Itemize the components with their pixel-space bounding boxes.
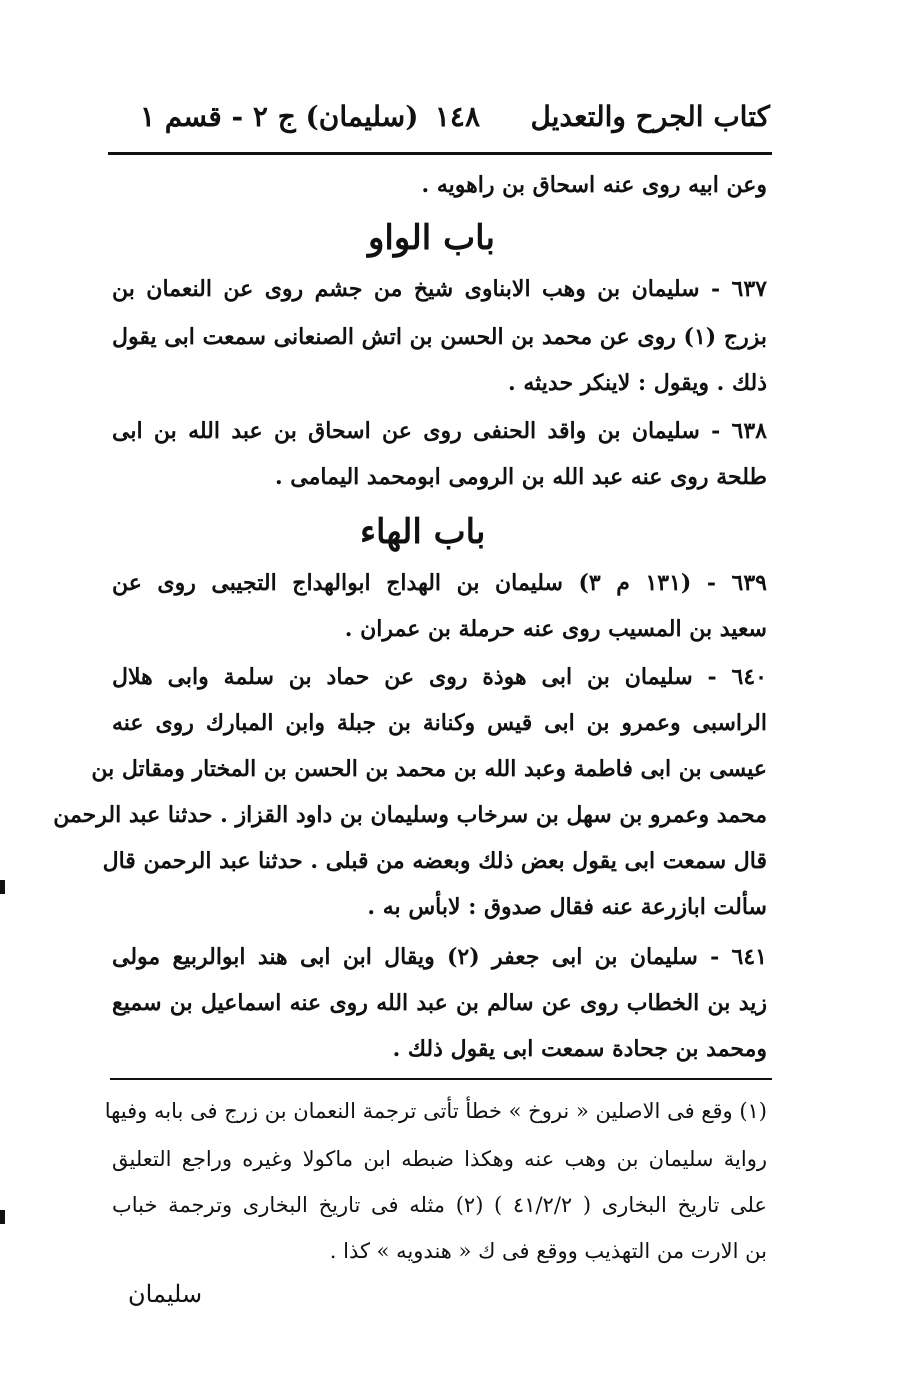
text-line-4: ٦٣٨ - سليمان بن واقد الحنفى روى عن اسحاق بن عبد الله بن ابى — [112, 418, 767, 444]
text-line-2: بزرج (١) روى عن محمد بن الحسن بن اتش الصنعانى سمعت ابى يقول — [112, 324, 767, 350]
text-line-15: زيد بن الخطاب روى عن سالم بن عبد الله روى عنه اسماعيل بن سميع — [112, 990, 767, 1016]
catchword: سليمان — [128, 1280, 203, 1308]
running-header — [110, 100, 770, 144]
footnote-line-4: بن الارت من التهذيب ووقع فى ك « هندويه » كذا . — [329, 1239, 767, 1263]
text-line-13: سألت ابازرعة عنه فقال صدوق : لابأس به . — [367, 894, 767, 920]
text-line-7: سعيد بن المسيب روى عنه حرملة بن عمران . — [344, 616, 767, 642]
footnote-line-3: على تاريخ البخارى ( ٤١/٢/٢ ) (٢) مثله فى تاريخ البخارى وترجمة خباب — [112, 1193, 767, 1217]
text-line-3: ذلك . ويقول : لاينكر حديثه . — [508, 370, 767, 396]
footnote-rule — [110, 1078, 772, 1080]
section-label: (سليمان) ج ٢ - قسم ١ — [140, 100, 419, 133]
text-line-11: محمد وعمرو بن سهل بن سرخاب وسليمان بن داود القزاز . حدثنا عبد الرحمن — [53, 802, 767, 828]
text-line-5: طلحة روى عنه عبد الله بن الرومى ابومحمد اليمامى . — [274, 464, 767, 490]
margin-mark — [0, 1210, 5, 1224]
text-line-14: ٦٤١ - سليمان بن ابى جعفر (٢) ويقال ابن ابى هند ابوالربيع مولى — [112, 944, 767, 970]
book-title: كتاب الجرح والتعديل — [530, 100, 770, 133]
text-line-6: ٦٣٩ - (١٣١ م ٣) سليمان بن الهداج ابوالهداج التجيبى روى عن — [112, 570, 767, 596]
footnote-line-1: (١) وقع فى الاصلين « نروخ » خطأ تأتى ترجمة النعمان بن زرج فى بابه وفيها — [104, 1099, 767, 1123]
text-line-8: ٦٤٠ - سليمان بن ابى هوذة روى عن حماد بن سلمة وابى هلال — [112, 664, 767, 690]
text-line-9: الراسبى وعمرو بن ابى قيس وكنانة بن جبلة وابن المبارك روى عنه — [112, 710, 767, 736]
header-rule — [108, 152, 772, 155]
margin-mark — [0, 880, 5, 894]
intro-line: وعن ابيه روى عنه اسحاق بن راهويه . — [421, 172, 767, 198]
text-line-10: عيسى بن ابى فاطمة وعبد الله بن محمد بن الحسن بن المختار ومقاتل بن — [91, 756, 767, 782]
page-number: ١٤٨ — [434, 100, 480, 133]
text-line-12: قال سمعت ابى يقول بعض ذلك وبعضه من قبلى . حدثنا عبد الرحمن قال — [102, 848, 767, 874]
footnote-line-2: رواية سليمان بن وهب عنه وهكذا ضبطه ابن ماكولا وغيره وراجع التعليق — [112, 1147, 767, 1171]
text-line-1: ٦٣٧ - سليمان بن وهب الابناوى شيخ من جشم روى عن النعمان بن — [112, 276, 767, 302]
chapter-heading-ha: باب الهاء — [360, 512, 486, 552]
chapter-heading-waw: باب الواو — [368, 218, 495, 258]
text-line-16: ومحمد بن جحادة سمعت ابى يقول ذلك . — [392, 1036, 767, 1062]
